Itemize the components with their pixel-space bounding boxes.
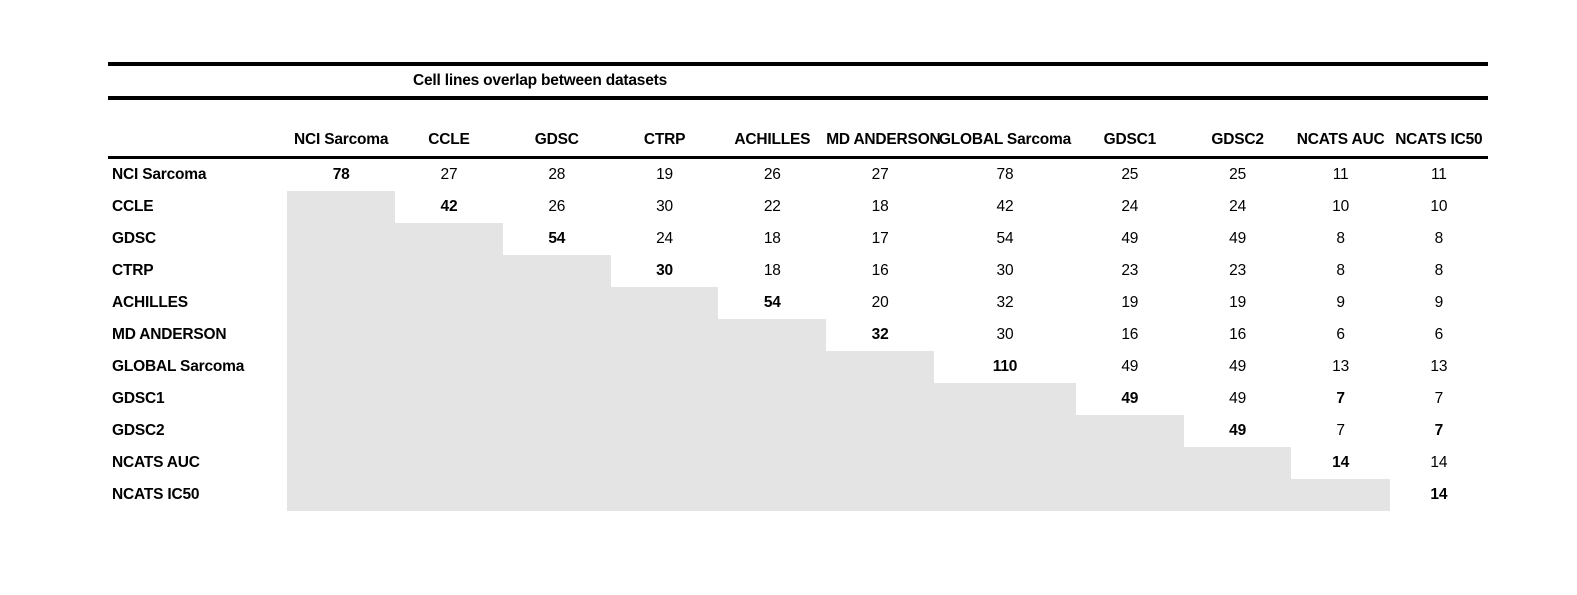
table-cell-empty <box>611 447 719 479</box>
table-cell-value: 22 <box>763 198 781 215</box>
table-cell-value: 49 <box>1229 390 1247 407</box>
row-header-nci-sarcoma: NCI Sarcoma <box>112 166 207 183</box>
table-cell-empty <box>287 287 395 319</box>
table-cell-empty <box>1184 479 1292 511</box>
table-cell-empty <box>1184 447 1292 479</box>
table-cell-value: 78 <box>996 166 1014 183</box>
column-header-gdsc1: GDSC1 <box>1076 124 1184 158</box>
table-row <box>108 191 1488 223</box>
table-cell-value: 7 <box>1434 390 1444 407</box>
table-cell-value: 14 <box>1332 454 1349 471</box>
table-cell-empty <box>611 287 719 319</box>
table-cell-value: 17 <box>871 230 889 247</box>
table-cell-empty <box>718 415 826 447</box>
table-cell-empty <box>826 351 934 383</box>
table-cell-empty <box>826 447 934 479</box>
table-body <box>108 158 1488 512</box>
table-cell-value: 49 <box>1229 422 1247 439</box>
table-cell-empty <box>395 383 503 415</box>
column-header-nci-sarcoma: NCI Sarcoma <box>287 124 395 158</box>
table-cell-value: 32 <box>996 294 1014 311</box>
table-cell-value: 42 <box>996 198 1014 215</box>
table-header-row <box>108 124 1488 158</box>
table-row <box>108 287 1488 319</box>
table-head <box>108 124 1488 158</box>
table-cell-empty <box>718 479 826 511</box>
table-cell-value: 7 <box>1336 422 1345 439</box>
table-cell-value: 11 <box>1332 166 1349 183</box>
table-cell-value: 49 <box>1121 390 1139 407</box>
table-cell-value: 49 <box>1121 230 1139 247</box>
table-cell-value: 8 <box>1434 262 1444 279</box>
table-cell-value: 19 <box>1229 294 1247 311</box>
row-header-ncats-auc: NCATS AUC <box>112 454 200 471</box>
table-cell-empty <box>287 255 395 287</box>
table-cell-value: 13 <box>1430 358 1448 375</box>
table-cell-value: 54 <box>763 294 781 311</box>
table-cell-empty <box>611 415 719 447</box>
table-cell-value: 14 <box>1430 454 1448 471</box>
table-cell-empty <box>503 479 611 511</box>
table-cell-value: 10 <box>1332 198 1349 215</box>
table-cell-empty <box>287 223 395 255</box>
table-cell-value: 25 <box>1121 166 1139 183</box>
table-cell-value: 49 <box>1121 358 1139 375</box>
table-cell-empty <box>718 383 826 415</box>
column-header-md-anderson: MD ANDERSON <box>826 124 934 158</box>
table-cell-empty <box>611 383 719 415</box>
table-cell-empty <box>503 415 611 447</box>
table-cell-value: 16 <box>871 262 889 279</box>
table-cell-value: 19 <box>1121 294 1139 311</box>
table-cell-value: 11 <box>1430 166 1447 183</box>
table-cell-empty <box>826 479 934 511</box>
table-caption-rule <box>108 96 1488 100</box>
table-cell-empty <box>503 319 611 351</box>
column-header-achilles: ACHILLES <box>718 124 826 158</box>
table-cell-value: 10 <box>1430 198 1448 215</box>
table-cell-value: 27 <box>440 166 458 183</box>
table-cell-value: 24 <box>656 230 673 247</box>
table-cell-empty <box>395 319 503 351</box>
table-cell-value: 54 <box>996 230 1014 247</box>
table-row <box>108 447 1488 479</box>
table-cell-value: 49 <box>1229 230 1247 247</box>
table-cell-empty <box>395 479 503 511</box>
table-cell-empty <box>611 479 719 511</box>
table-cell-value: 26 <box>548 198 566 215</box>
row-header-ctrp: CTRP <box>112 262 154 279</box>
table-cell-value: 23 <box>1121 262 1139 279</box>
table-cell-empty <box>826 383 934 415</box>
table-cell-value: 32 <box>871 326 889 343</box>
table-cell-empty <box>1076 447 1184 479</box>
column-header-global-sarcoma: GLOBAL Sarcoma <box>934 124 1076 158</box>
table-row <box>108 351 1488 383</box>
table-cell-value: 18 <box>763 262 781 279</box>
table-caption: Cell lines overlap between datasets <box>413 72 668 89</box>
table-cell-empty <box>395 255 503 287</box>
table-cell-value: 24 <box>1121 198 1139 215</box>
table-cell-value: 9 <box>1434 294 1444 311</box>
table-cell-empty <box>287 351 395 383</box>
table-cell-value: 23 <box>1229 262 1247 279</box>
table-cell-value: 6 <box>1336 326 1345 343</box>
table-cell-value: 54 <box>548 230 566 247</box>
table-cell-empty <box>1076 415 1184 447</box>
table-cell-value: 30 <box>656 198 673 215</box>
table-cell-value: 27 <box>871 166 889 183</box>
table-row <box>108 479 1488 511</box>
table-cell-value: 26 <box>763 166 781 183</box>
table-cell-value: 6 <box>1434 326 1444 343</box>
table-row <box>108 255 1488 287</box>
table-row <box>108 158 1488 192</box>
table-cell-value: 14 <box>1430 486 1448 503</box>
table-cell-empty <box>934 447 1076 479</box>
table-cell-value: 49 <box>1229 358 1247 375</box>
table-cell-empty <box>503 255 611 287</box>
table-cell-empty <box>611 319 719 351</box>
table-cell-empty <box>395 287 503 319</box>
table-row <box>108 223 1488 255</box>
table-cell-value: 13 <box>1332 358 1349 375</box>
column-header-ncats-ic50: NCATS IC50 <box>1390 124 1488 158</box>
table-cell-empty <box>718 447 826 479</box>
column-header-gdsc2: GDSC2 <box>1184 124 1292 158</box>
table-cell-value: 20 <box>871 294 889 311</box>
column-header-ccle: CCLE <box>395 124 503 158</box>
table-cell-value: 16 <box>1229 326 1247 343</box>
table-cell-value: 8 <box>1336 262 1345 279</box>
table-cell-empty <box>287 479 395 511</box>
row-header-ncats-ic50: NCATS IC50 <box>112 486 200 503</box>
overlap-table-block <box>108 62 1488 511</box>
row-header-gdsc: GDSC <box>112 230 156 247</box>
table-cell-value: 7 <box>1336 390 1345 407</box>
row-header-global-sarcoma: GLOBAL Sarcoma <box>112 358 245 375</box>
row-header-achilles: ACHILLES <box>112 294 188 311</box>
table-cell-value: 18 <box>871 198 889 215</box>
table-cell-value: 28 <box>548 166 566 183</box>
table-cell-value: 30 <box>996 326 1014 343</box>
overlap-table <box>108 124 1488 511</box>
table-cell-value: 8 <box>1336 230 1345 247</box>
table-cell-value: 25 <box>1229 166 1247 183</box>
table-cell-value: 16 <box>1121 326 1139 343</box>
table-cell-empty <box>395 447 503 479</box>
table-cell-value: 18 <box>763 230 781 247</box>
table-cell-value: 42 <box>440 198 458 215</box>
table-cell-empty <box>718 351 826 383</box>
table-cell-empty <box>826 415 934 447</box>
table-cell-empty <box>934 479 1076 511</box>
column-header-rowlabel <box>108 124 287 158</box>
row-header-md-anderson: MD ANDERSON <box>112 326 227 343</box>
column-header-ncats-auc: NCATS AUC <box>1291 124 1389 158</box>
table-cell-empty <box>503 447 611 479</box>
column-header-gdsc: GDSC <box>503 124 611 158</box>
column-header-ctrp: CTRP <box>611 124 719 158</box>
table-cell-value: 30 <box>656 262 673 279</box>
table-row <box>108 415 1488 447</box>
row-header-gdsc2: GDSC2 <box>112 422 165 439</box>
table-cell-empty <box>1076 479 1184 511</box>
table-cell-empty <box>934 383 1076 415</box>
table-cell-value: 30 <box>996 262 1014 279</box>
table-cell-empty <box>1291 479 1389 511</box>
table-cell-empty <box>287 383 395 415</box>
table-cell-empty <box>395 415 503 447</box>
table-cell-empty <box>718 319 826 351</box>
table-cell-value: 8 <box>1434 230 1444 247</box>
table-cell-value: 78 <box>332 166 350 183</box>
table-cell-empty <box>287 447 395 479</box>
table-row <box>108 383 1488 415</box>
table-cell-empty <box>395 351 503 383</box>
table-cell-empty <box>611 351 719 383</box>
table-cell-empty <box>503 383 611 415</box>
table-cell-value: 24 <box>1229 198 1247 215</box>
table-cell-value: 110 <box>992 358 1018 375</box>
table-cell-empty <box>287 415 395 447</box>
row-header-gdsc1: GDSC1 <box>112 390 165 407</box>
table-cell-empty <box>503 351 611 383</box>
table-cell-empty <box>287 191 395 223</box>
table-row <box>108 319 1488 351</box>
table-cell-empty <box>934 415 1076 447</box>
table-cell-value: 19 <box>656 166 673 183</box>
table-cell-empty <box>503 287 611 319</box>
table-cell-value: 7 <box>1434 422 1444 439</box>
table-cell-value: 9 <box>1336 294 1345 311</box>
row-header-ccle: CCLE <box>112 198 154 215</box>
table-cell-empty <box>395 223 503 255</box>
table-cell-empty <box>287 319 395 351</box>
